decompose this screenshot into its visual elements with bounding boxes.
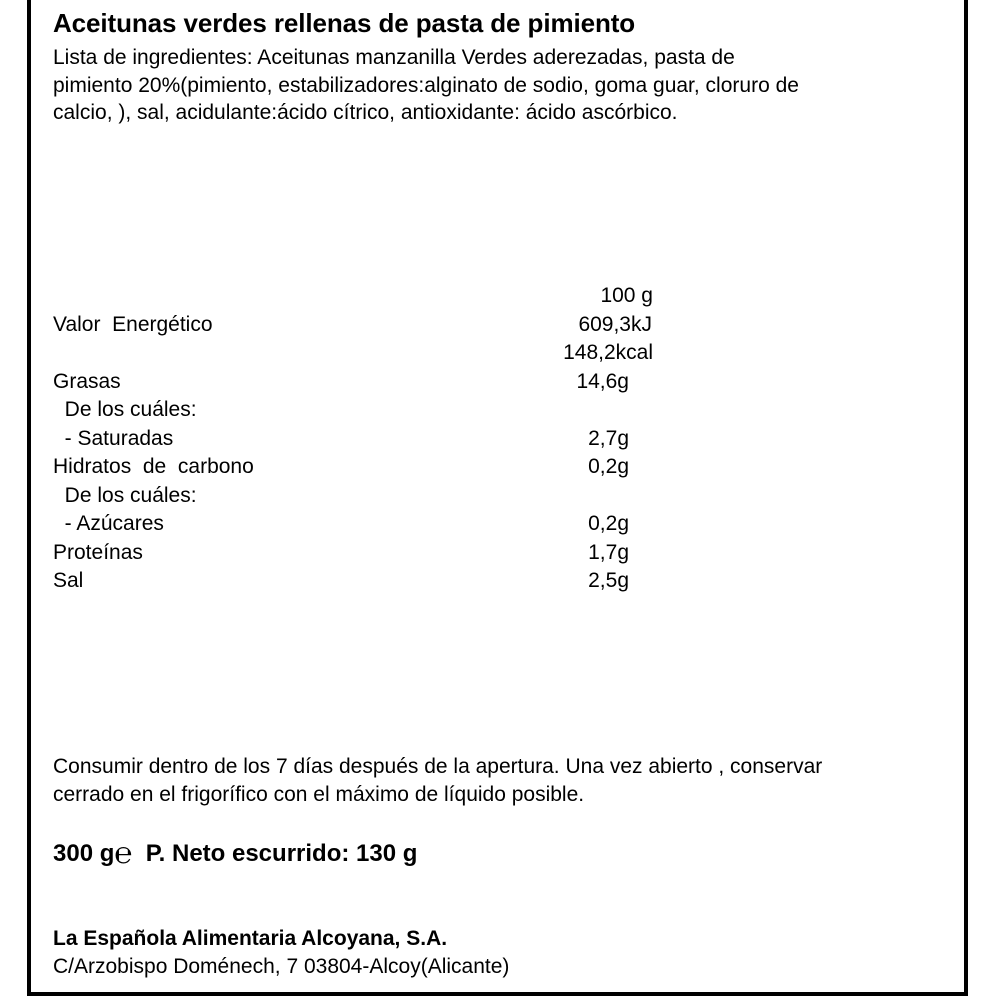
net-weight-line <box>53 837 418 870</box>
nutrition-label: De los cuáles: <box>53 398 197 421</box>
serving-size-header: 100 g <box>600 284 653 307</box>
weight-separator <box>132 840 145 867</box>
company-name: La Española Alimentaria Alcoyana, S.A. <box>53 927 448 950</box>
table-row <box>53 282 653 311</box>
table-row <box>53 567 653 596</box>
nutrition-table <box>53 282 653 596</box>
label-content <box>31 0 964 992</box>
table-row <box>53 453 653 482</box>
nutrition-label: Sal <box>53 569 84 592</box>
nutrition-value: 2,5g <box>588 569 629 592</box>
nutrition-label: Valor Energético <box>53 312 213 336</box>
table-row <box>53 396 653 425</box>
nutrition-head-label <box>53 282 457 311</box>
table-row <box>53 425 653 454</box>
nutrition-label: - Saturadas <box>53 426 174 450</box>
nutrition-value: 609,3kJ <box>578 312 652 336</box>
nutrition-label: Hidratos de carbono <box>53 455 254 478</box>
company-address: C/Arzobispo Doménech, 7 03804-Alcoy(Alicante) <box>53 955 510 978</box>
table-row <box>53 339 653 368</box>
storage-line: Consumir dentro de los 7 días después de la apertura. Una vez abierto , conservar <box>53 755 823 778</box>
ingredients-list <box>53 44 953 127</box>
table-row <box>53 539 653 568</box>
table-row <box>53 482 653 511</box>
ingredients-line: Lista de ingredientes: Aceitunas manzanilla Verdes aderezadas, pasta de <box>53 46 735 69</box>
estimated-sign-icon: ℮ <box>114 837 133 870</box>
label-border-frame <box>27 0 968 996</box>
nutrition-value: 148,2kcal <box>563 341 653 364</box>
gross-weight-value: 300 g <box>53 840 115 867</box>
nutrition-value: 1,7g <box>588 540 629 564</box>
table-row <box>53 311 653 340</box>
ingredients-line: pimiento 20%(pimiento, estabilizadores:alginato de sodio, goma guar, cloruro de <box>53 73 799 97</box>
nutrition-value <box>457 482 653 511</box>
nutrition-value: 2,7g <box>588 426 629 450</box>
nutrition-label: Grasas <box>53 369 121 393</box>
nutrition-label <box>53 339 457 368</box>
nutrition-value: 0,2g <box>588 455 629 478</box>
storage-instructions <box>53 753 963 809</box>
nutrition-label: Proteínas <box>53 540 143 564</box>
page-title: Aceitunas verdes rellenas de pasta de pimiento <box>53 8 636 38</box>
table-row <box>53 510 653 539</box>
nutrition-label: De los cuáles: <box>53 483 197 507</box>
manufacturer-block <box>53 925 953 981</box>
nutrition-value <box>457 396 653 425</box>
nutrition-value: 0,2g <box>588 512 629 535</box>
ingredients-line: calcio, ), sal, acidulante:ácido cítrico, antioxidante: ácido ascórbico. <box>53 101 678 124</box>
drained-weight-value: P. Neto escurrido: 130 g <box>145 840 418 867</box>
nutrition-label: - Azúcares <box>53 512 164 535</box>
storage-line: cerrado en el frigorífico con el máximo de líquido posible. <box>53 783 585 806</box>
table-row <box>53 368 653 397</box>
nutrition-value: 14,6g <box>576 369 629 393</box>
